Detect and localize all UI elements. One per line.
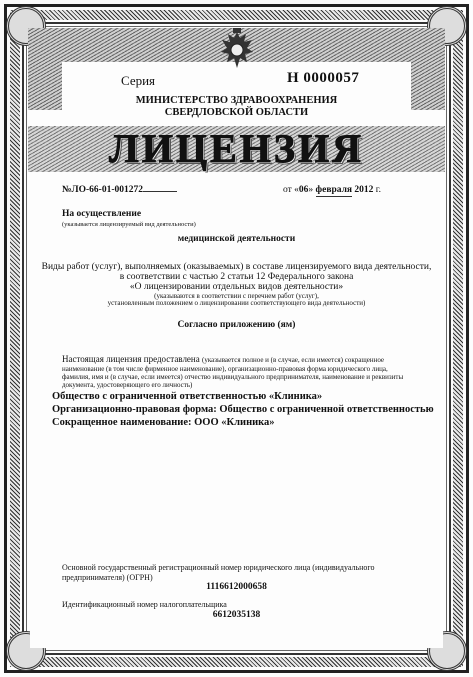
ministry-line: МИНИСТЕРСТВО ЗДРАВООХРАНЕНИЯ [135,95,338,106]
holder-full-name: Общество с ограниченной ответственностью «Клиника» [52,391,323,402]
works-line-1: Виды работ (услуг), выполняемых (оказываемых) в составе лицензируемого вида деятельности, [41,262,432,272]
date-month: февраля [315,185,353,195]
granted-lead: Настоящая лицензия предоставлена [62,354,200,364]
ogrn-label-1: Основной государственный регистрационный номер юридического лица (индивидуального [62,563,375,572]
date-separator: » [308,185,314,195]
granted-hint-1: (указывается полное и (в случае, если имеется) сокращенное [202,356,385,364]
works-line-3: «О лицензировании отдельных видов деятельности» [129,282,344,292]
granted-hint-3: фамилия, имя и (в случае, если имеется) отчество индивидуального предпринимателя, наименование и реквизиты [62,373,404,381]
license-number-value: №ЛО-66-01-001272 [62,185,144,195]
activity-label: На осуществление [62,209,142,219]
holder-legal-form: Организационно-правовая форма: Общество с ограниченной ответственностью [52,404,434,415]
activity-hint: (указывается лицензируемый вид деятельности) [62,221,196,228]
granted-lead-line [62,354,384,365]
underline [143,191,177,192]
region-line: СВЕРДЛОВСКОЙ ОБЛАСТИ [164,107,309,118]
works-line-2: в соответствии с частью 2 статьи 12 Федерального закона [119,272,354,282]
date-prefix: от « [283,185,299,195]
series-label: Серия [121,73,156,88]
license-date [283,185,381,197]
activity-value: медицинской деятельности [177,234,296,244]
works-hint-1: (указываются в соответствии с перечнем работ (услуг), [154,292,319,300]
date-suffix: г. [375,185,381,195]
coat-of-arms-icon [216,28,258,74]
granted-hint-4: документа, удостоверяющего его личность) [62,381,193,389]
document-title: ЛИЦЕНЗИЯ [109,126,364,171]
inn-value: 6612035138 [212,610,261,620]
series-number: Н 0000057 [287,70,360,86]
date-day: 06 [298,185,309,195]
inn-label: Идентификационный номер налогоплательщика [62,600,227,609]
ogrn-label-2: предпринимателя) (ОГРН) [62,573,153,582]
date-year: 2012 [354,185,374,195]
issuing-authority [0,95,473,119]
works-value: Согласно приложению (ям) [177,320,296,330]
ogrn-value: 1116612000658 [206,582,267,592]
granted-hint-2: наименование (в том числе фирменное наименование), организационно-правовая форма юридического лица, [62,365,388,373]
holder-short-name: Сокращенное наименование: ООО «Клиника» [52,417,275,428]
license-number [62,185,177,196]
works-hint-2: установленным положением о лицензировании соответствующего вида деятельности) [107,299,366,307]
